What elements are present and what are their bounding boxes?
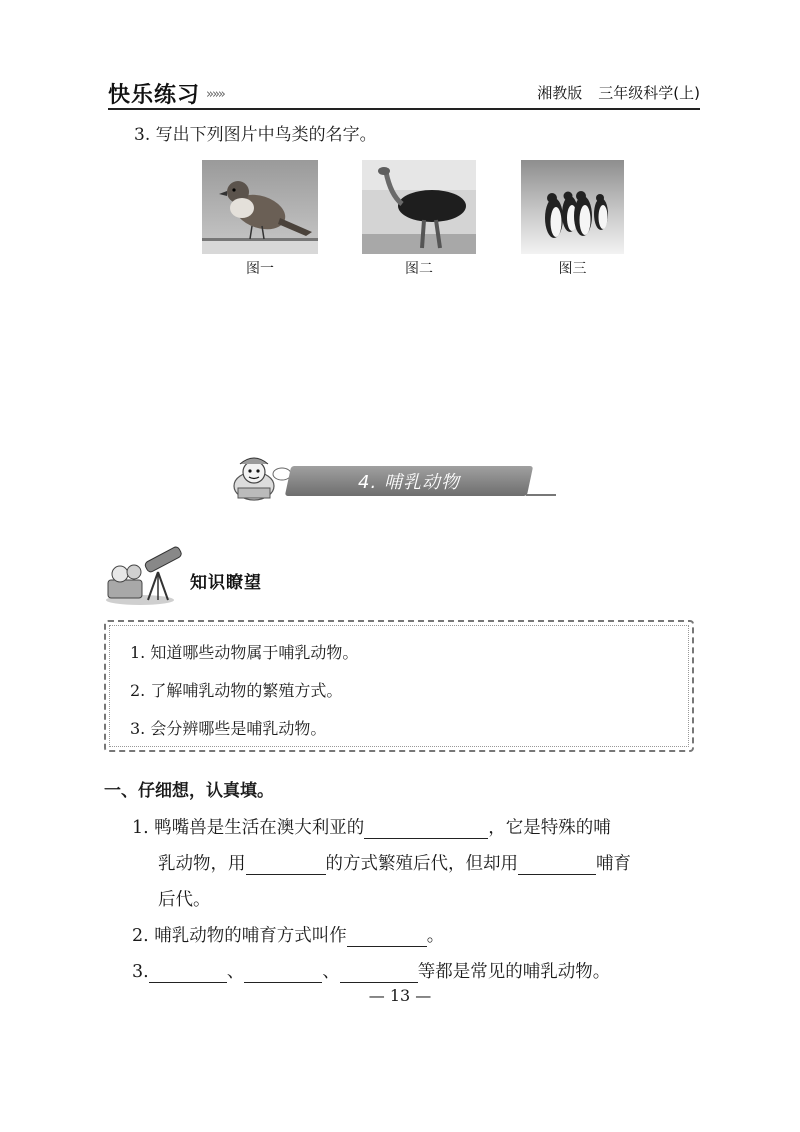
q3-sep-2: 、 xyxy=(322,962,340,982)
q1-text-b: ，它是特殊的哺 xyxy=(488,818,611,838)
knowledge-header xyxy=(104,542,284,606)
brand-title: 快乐练习 xyxy=(108,83,201,108)
section-banner xyxy=(230,452,560,504)
q1-blank-2[interactable] xyxy=(246,855,326,875)
cartoon-mascot-icon xyxy=(230,452,294,504)
fill-q3-line xyxy=(132,958,610,983)
q3-blank-1[interactable] xyxy=(149,963,227,983)
banner-tail-line xyxy=(526,494,556,496)
q2-text-a: 2. 哺乳动物的哺育方式叫作 xyxy=(132,926,347,946)
q3-text-a: 3. xyxy=(132,962,149,982)
q1-blank-3[interactable] xyxy=(518,855,596,875)
edition-info xyxy=(521,82,700,103)
page-header xyxy=(108,78,700,110)
q1-text-c: 乳动物，用 xyxy=(158,854,246,874)
ostrich-image xyxy=(362,160,476,254)
knowledge-label: 知识瞭望 xyxy=(190,573,262,593)
telescope-icon xyxy=(104,542,188,606)
penguins-image xyxy=(521,160,624,254)
page-number: — 13 — xyxy=(368,986,432,1005)
caption-3: 图三 xyxy=(558,261,587,277)
photo-2 xyxy=(362,160,476,276)
fill-q1-line2 xyxy=(158,850,631,875)
q3-sep-1: 、 xyxy=(226,962,245,982)
part-1-heading: 一、仔细想，认真填。 xyxy=(104,781,274,801)
section-title: 4. 哺乳动物 xyxy=(358,472,460,493)
q1-text-d: 的方式繁殖后代，但却用 xyxy=(325,854,518,874)
q1-text-e: 哺育 xyxy=(596,854,631,874)
objective-1: 1. 知道哪些动物属于哺乳动物。 xyxy=(130,643,359,662)
q2-text-b: 。 xyxy=(426,926,445,946)
question-3-prompt: 3. 写出下列图片中鸟类的名字。 xyxy=(134,125,377,145)
objective-3: 3. 会分辨哪些是哺乳动物。 xyxy=(130,719,327,738)
objective-2: 2. 了解哺乳动物的繁殖方式。 xyxy=(130,681,343,700)
grade-label: 三年级科学(上) xyxy=(598,84,700,102)
photo-1 xyxy=(202,160,318,276)
objectives-box xyxy=(104,620,694,752)
sparrow-image xyxy=(202,160,318,254)
q1-text-f: 后代。 xyxy=(158,890,211,910)
q3-blank-2[interactable] xyxy=(244,963,322,983)
photo-3 xyxy=(521,160,624,276)
publisher-label: 湘教版 xyxy=(537,84,583,102)
q2-blank[interactable] xyxy=(347,927,427,947)
q1-blank-1[interactable] xyxy=(364,819,488,839)
caption-2: 图二 xyxy=(405,261,433,277)
fill-q1-line3 xyxy=(158,886,211,911)
fill-q2-line xyxy=(132,922,444,947)
q3-text-b: 等都是常见的哺乳动物。 xyxy=(417,962,611,982)
q3-blank-3[interactable] xyxy=(340,963,418,983)
caption-1: 图一 xyxy=(246,261,274,277)
q1-text-a: 1. 鸭嘴兽是生活在澳大利亚的 xyxy=(132,818,365,838)
fill-q1-line1 xyxy=(132,814,611,839)
chevron-decoration: »»» xyxy=(206,87,224,102)
